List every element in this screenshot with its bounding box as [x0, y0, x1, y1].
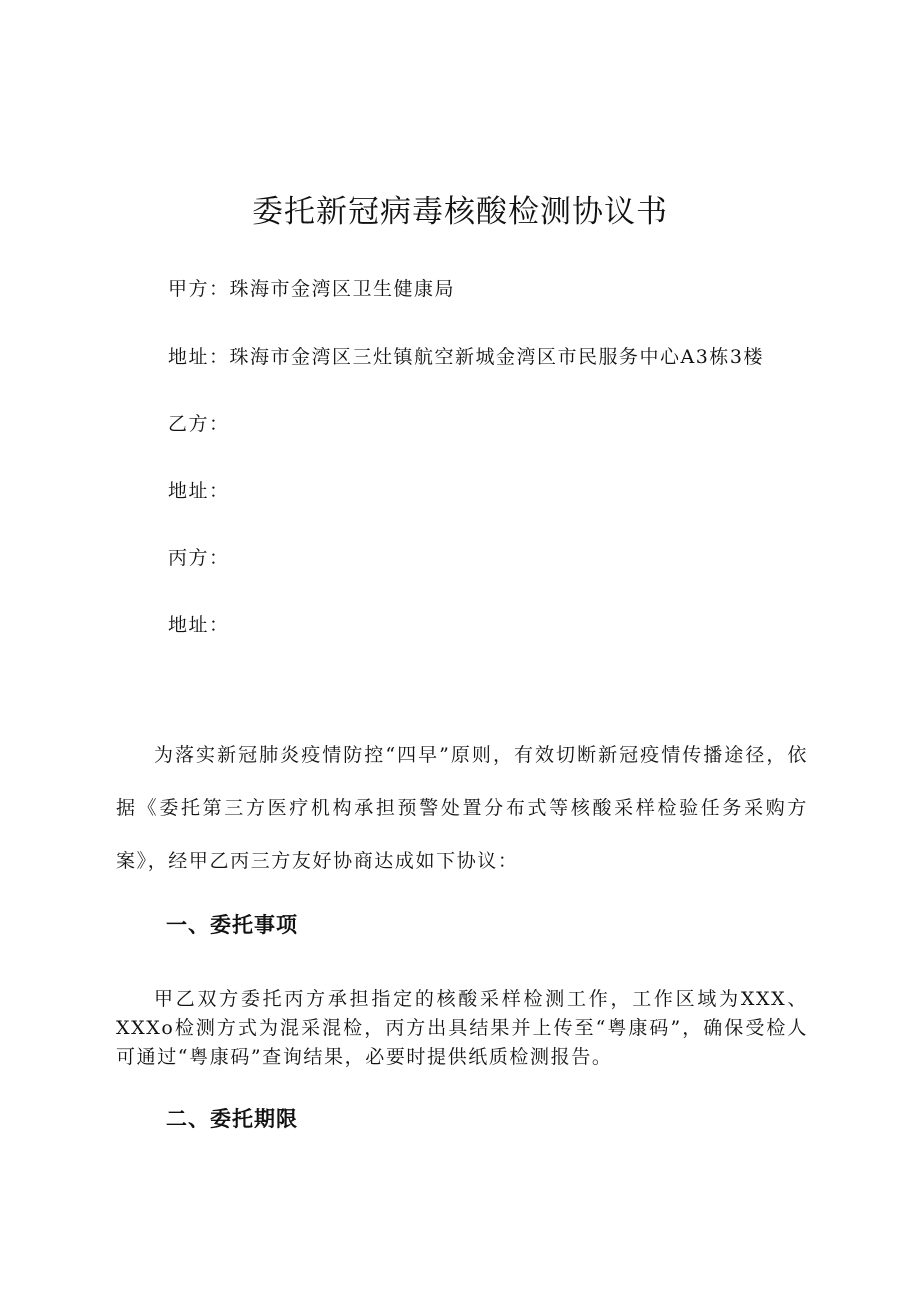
- party-a-line: [168, 274, 455, 301]
- party-b-address-line: [168, 476, 230, 503]
- party-c-line: [168, 543, 230, 570]
- document-title: 委托新冠病毒核酸检测协议书: [252, 194, 668, 230]
- party-a-address-line: [168, 342, 764, 369]
- party-a-address-value: 珠海市金湾区三灶镇航空新城金湾区市民服务中心A3栋3楼: [229, 346, 764, 368]
- party-a-label: 甲方：: [168, 278, 230, 300]
- party-a-address-label: 地址：: [168, 346, 230, 368]
- party-b-label: 乙方：: [168, 413, 230, 435]
- party-c-label: 丙方：: [168, 547, 230, 569]
- section-1-body: 甲乙双方委托丙方承担指定的核酸采样检测工作，工作区域为XXX、XXXo检测方式为混采混检，丙方出具结果并上传至“粤康码”，确保受检人可通过“粤康码”查询结果，必要时提供纸质检测报告。: [116, 988, 808, 1068]
- section-1-heading: 一、委托事项: [166, 913, 298, 937]
- party-b-line: [168, 409, 230, 436]
- section-2-heading: 二、委托期限: [166, 1107, 298, 1131]
- party-c-address-line: [168, 610, 230, 637]
- party-c-address-label: 地址：: [168, 614, 230, 636]
- party-b-address-label: 地址：: [168, 480, 230, 502]
- party-a-value: 珠海市金湾区卫生健康局: [229, 278, 456, 300]
- intro-paragraph: 为落实新冠肺炎疫情防控“四早”原则，有效切断新冠疫情传播途径，依据《委托第三方医疗机构承担预警处置分布式等核酸采样检验任务采购方案》，经甲乙丙三方友好协商达成如下协议：: [116, 744, 808, 872]
